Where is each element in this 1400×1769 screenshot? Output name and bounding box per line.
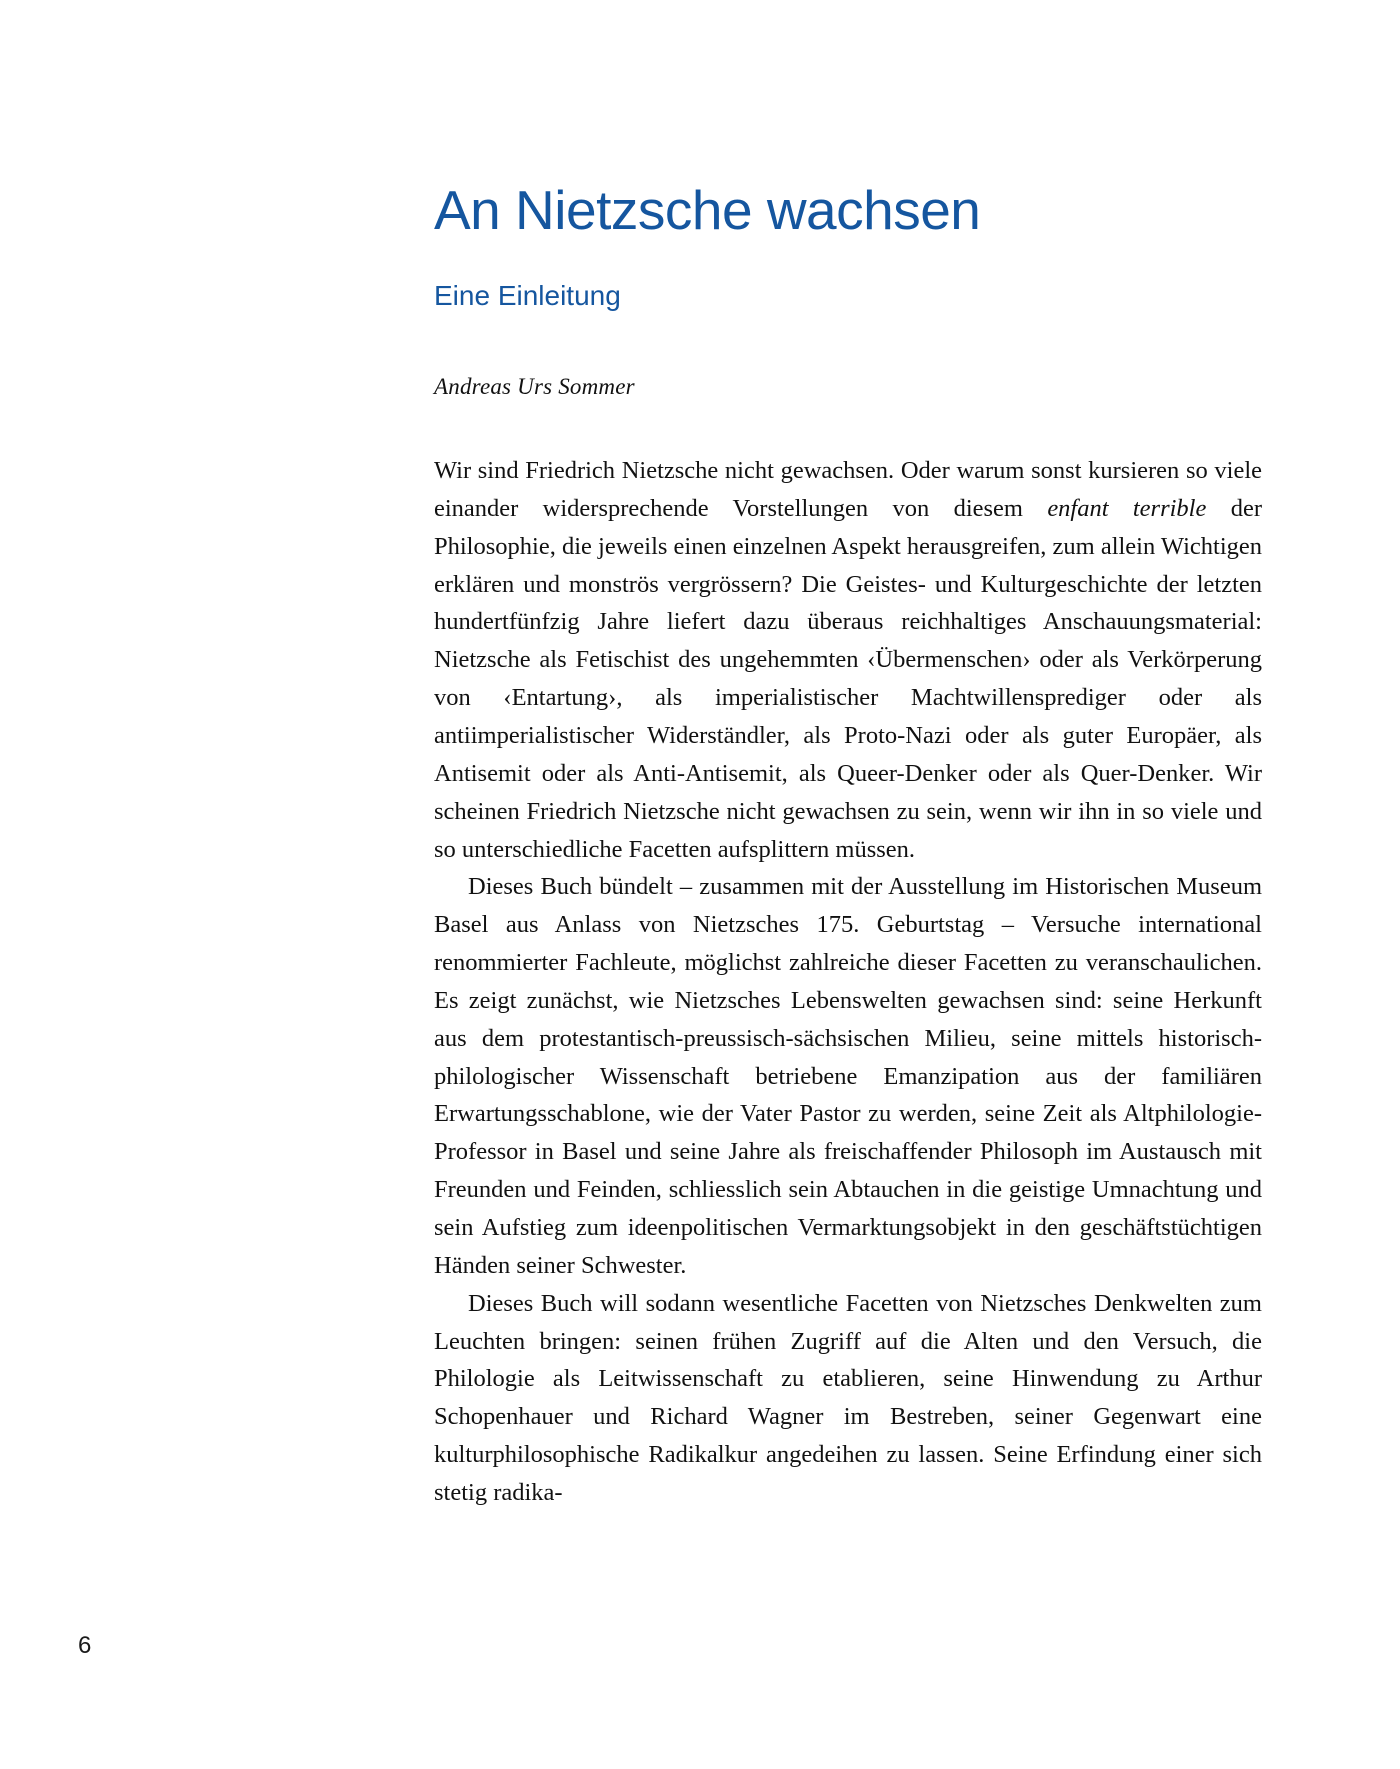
author-name: Andreas Urs Sommer	[434, 374, 635, 400]
page-content	[434, 180, 1262, 1512]
body-paragraph: Dieses Buch will sodann wesentliche Facetten von Nietzsches Denkwelten zum Leuchten bringen: seinen frühen Zugriff auf die Alten und den Versuch, die Philologie als Leitwissenschaft zu etablieren, seine Hinwendung zu Arthur Schopenhauer und Richard Wagner im Bestreben, seiner Gegenwart eine kulturphilosophische Radikalkur angedeihen zu lassen. Seine Erfindung einer sich stetig radika-	[434, 1289, 1262, 1506]
page-subtitle: Eine Einleitung	[434, 279, 621, 311]
page-number: 6	[78, 1632, 92, 1659]
body-paragraph: Wir sind Friedrich Nietzsche nicht gewachsen. Oder warum sonst kursieren so viele einander widersprechende Vorstellungen von diesem enfant terrible der Philosophie, die jeweils einen einzelnen Aspekt herausgreifen, zum allein Wichtigen erklären und monströs vergrössern? Die Geistes- und Kulturgeschichte der letzten hundertfünfzig Jahre liefert dazu überaus reichhaltiges Anschauungsmaterial: Nietzsche als Fetischist des ungehemmten ‹Übermenschen› oder als Verkörperung von ‹Entartung›, als imperialistischer Machtwillensprediger oder als antiimperialistischer Widerständler, als Proto-Nazi oder als guter Europäer, als Antisemit oder als Anti-Antisemit, als Queer-Denker oder als Quer-Denker. Wir scheinen Friedrich Nietzsche nicht gewachsen zu sein, wenn wir ihn in so viele und so unterschiedliche Facetten aufsplittern müssen.	[434, 457, 1262, 863]
page-title: An Nietzsche wachsen	[434, 179, 981, 241]
body-paragraph: Dieses Buch bündelt – zusammen mit der Ausstellung im Historischen Museum Basel aus Anlass von Nietzsches 175. Geburtstag – Versuche international renommierter Fachleute, möglichst zahlreiche dieser Facetten zu veranschaulichen. Es zeigt zunächst, wie Nietzsches Lebenswelten gewachsen sind: seine Herkunft aus dem protestantisch-preussisch-sächsischen Milieu, seine mittels historisch-philologischer Wissenschaft betriebene Emanzipation aus der familiären Erwartungsschablone, wie der Vater Pastor zu werden, seine Zeit als Altphilologie-Professor in Basel und seine Jahre als freischaffender Philosoph im Austausch mit Freunden und Feinden, schliesslich sein Abtauchen in die geistige Umnachtung und sein Aufstieg zum ideenpolitischen Vermarktungsobjekt in den geschäftstüchtigen Händen seiner Schwester.	[434, 873, 1262, 1279]
